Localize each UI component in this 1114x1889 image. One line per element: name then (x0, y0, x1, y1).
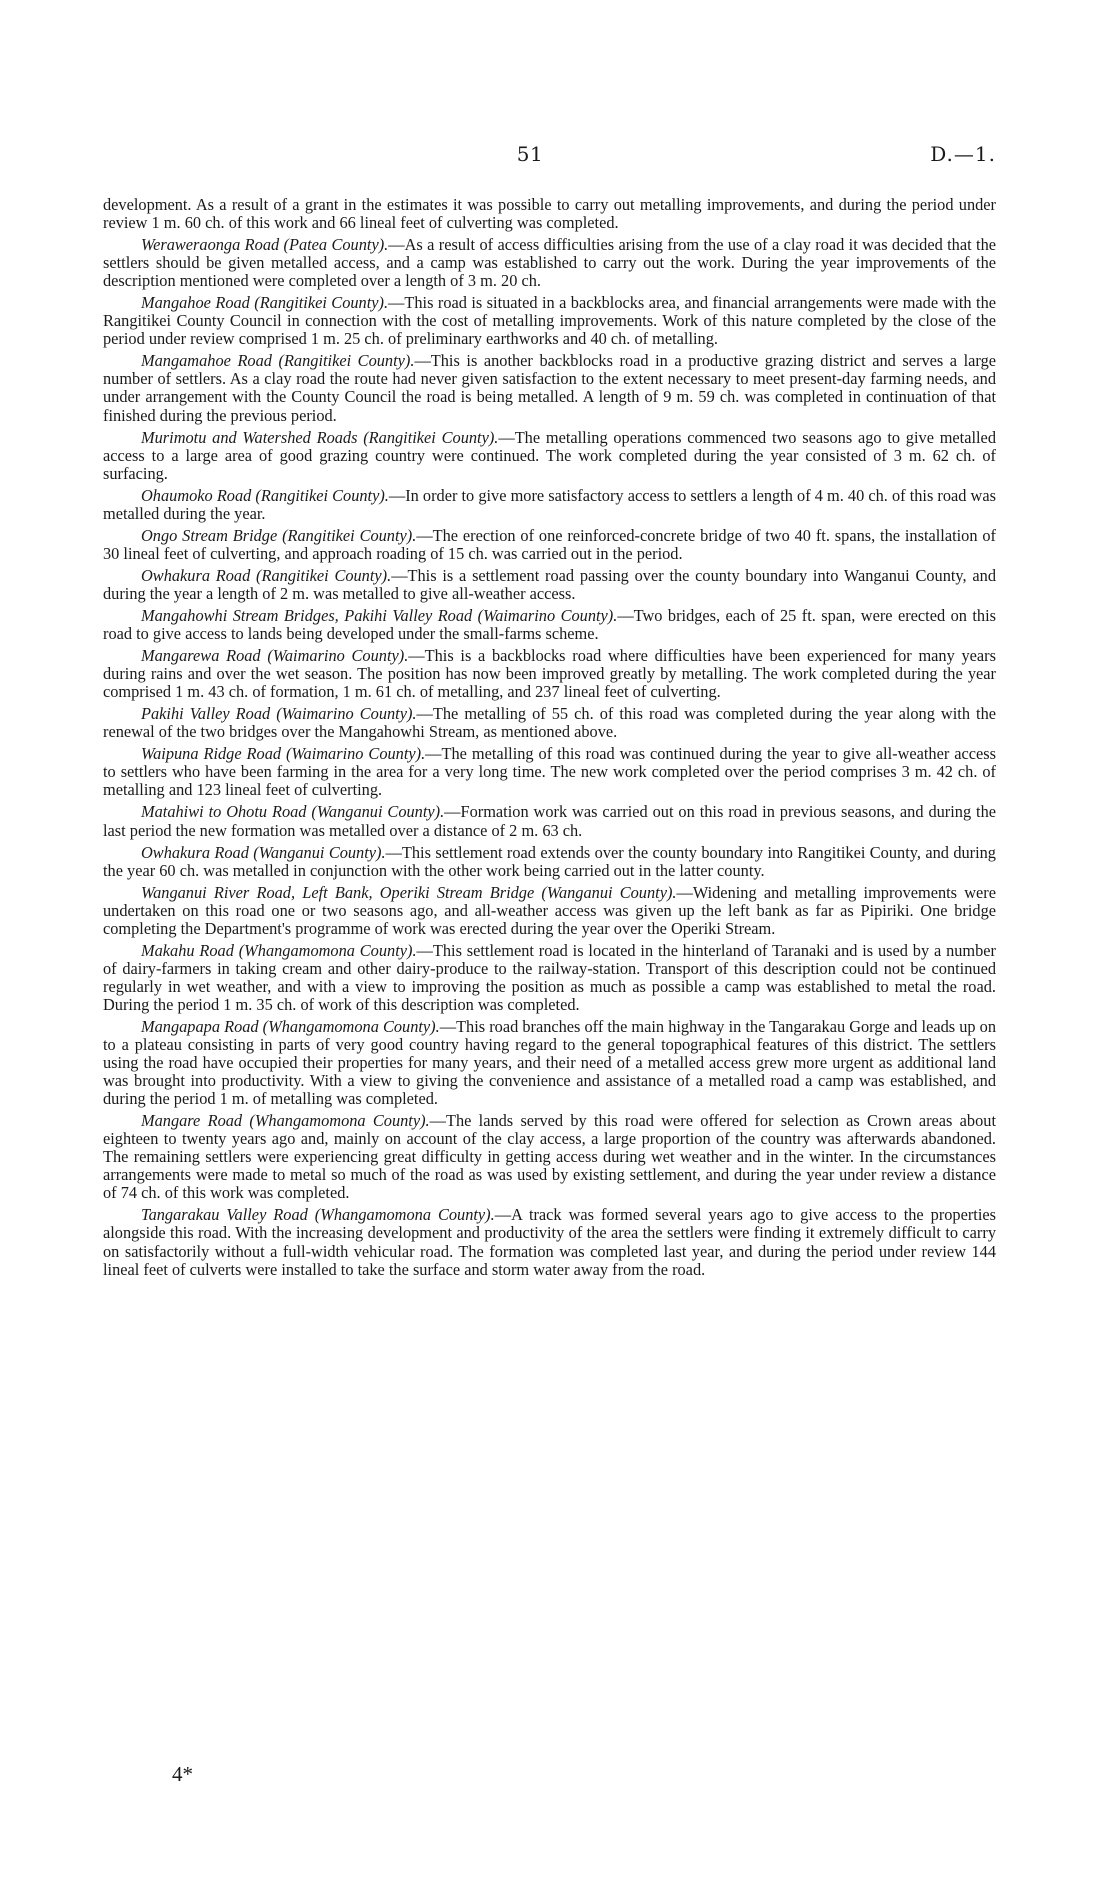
paragraph-heading: Tangarakau Valley Road (Whangamomona County). (141, 1205, 495, 1225)
paragraph (103, 196, 996, 232)
paragraph (103, 527, 996, 563)
paragraph (103, 236, 996, 290)
paragraph (103, 803, 996, 839)
paragraph (103, 844, 996, 880)
paragraph-text: —Widening and metalling improvements were undertaken on this road one or two seasons ago, and all-weather access was given up the left bank as far as Pipiriki. One bridge completing the Department's programme of work was erected during the year over the Operiki Stream. (103, 882, 996, 938)
paragraph-heading: Mangamahoe Road (Rangitikei County). (141, 351, 415, 371)
paragraph-heading: Owhakura Road (Wanganui County). (141, 842, 386, 862)
paragraph-heading: Mangahoe Road (Rangitikei County). (141, 293, 389, 313)
paragraph-heading: Mangarewa Road (Waimarino County). (141, 646, 409, 666)
paragraph (103, 1018, 996, 1108)
paragraph-text: —Two bridges, each of 25 ft. span, were erected on this road to give access to lands being developed under the small-farms scheme. (103, 605, 996, 644)
paragraph-text: —The erection of one reinforced-concrete bridge of two 40 ft. spans, the installation of 30 lineal feet of culverting, and approach roading of 15 ch. was carried out in the period. (103, 525, 996, 563)
paragraph-heading: Weraweraonga Road (Patea County). (141, 235, 389, 255)
body-text (103, 196, 996, 1283)
paragraph-text: —This road is situated in a backblocks area, and financial arrangements were made with the Rangitikei County Council in connection with the cost of metalling improvements. Work of this nature completed by the close of the period under review comprised 1 m. 25 ch. of preliminary earthworks and 40 ch. of metalling. (103, 293, 996, 349)
paragraph-text: —This road branches off the main highway in the Tangarakau Gorge and leads up on to a plateau consisting in parts of very good country having regard to the general topographical features of this district. The settlers using the road have occupied their properties for many years, and their need of a metalled access grew more urgent as additional land was brought into productivity. With a view to giving the convenience and assistance of a metalled road a camp was established, and during the period 1 m. of metalling was completed. (103, 1016, 996, 1109)
paragraph-heading: Waipuna Ridge Road (Waimarino County). (141, 744, 426, 764)
paragraph-text: —The lands served by this road were offered for selection as Crown areas about eighteen to twenty years ago and, mainly on account of the clay access, a large proportion of the country was afterwards abandoned. The remaining settlers were experiencing great difficulty in getting access during wet weather and in the winter. In the circumstances arrangements were made to metal so much of the road as was used by existing settlement, and during the year under review a distance of 74 ch. of this work was completed. (103, 1111, 996, 1203)
paragraph (103, 884, 996, 938)
paragraph (103, 745, 996, 799)
paragraph (103, 705, 996, 741)
paragraph-text: —This settlement road extends over the county boundary into Rangitikei County, and during the year 60 ch. was metalled in conjunction with the other work being carried out in the latter county. (103, 842, 996, 880)
paragraph-text: —This is another backblocks road in a productive grazing district and serves a large number of settlers. As a clay road the route had never given satisfaction to the extent necessary to meet present-day farming needs, and under arrangement with the County Council the road is being metalled. A length of 9 m. 59 ch. was completed in continuation of that finished during the previous period. (103, 351, 996, 425)
paragraph-heading: Owhakura Road (Rangitikei County). (141, 565, 392, 585)
paragraph-text: —This settlement road is located in the hinterland of Taranaki and is used by a number of dairy-farmers in taking cream and other dairy-produce to the railway-station. Transport of this description could not be continued regularly in wet weather, and with a view to improving the position as much as possible a camp was established to metal the road. During the period 1 m. 35 ch. of work of this description was completed. (103, 940, 996, 1014)
paragraph (103, 487, 996, 523)
paragraph-heading: Murimotu and Watershed Roads (Rangitikei County). (141, 427, 499, 447)
paragraph-heading: Mangare Road (Whangamomona County). (141, 1111, 430, 1131)
paragraph-heading: Mangahowhi Stream Bridges, Pakihi Valley Road (Waimarino County). (141, 605, 618, 625)
paragraph-heading: Makahu Road (Whangamomona County). (141, 940, 417, 960)
paragraph-text: —In order to give more satisfactory access to settlers a length of 4 m. 40 ch. of this road was metalled during the year. (103, 485, 996, 523)
paragraph-heading: Matahiwi to Ohotu Road (Wanganui County). (141, 802, 445, 822)
paragraph-heading: Mangapapa Road (Whangamomona County). (141, 1016, 440, 1036)
paragraph-text: —The metalling of 55 ch. of this road was completed during the year along with the renewal of the two bridges over the Mangahowhi Stream, as mentioned above. (103, 704, 997, 742)
paragraph (103, 1112, 996, 1202)
paragraph-text: —This is a backblocks road where difficulties have been experienced for many years during rains and over the wet season. The position has now been improved greatly by metalling. The work completed during the year comprised 1 m. 43 ch. of formation, 1 m. 61 ch. of metalling, and 237 lineal feet of culverting. (103, 646, 996, 702)
paragraph-text: —Formation work was carried out on this road in previous seasons, and during the last period the new formation was metalled over a distance of 2 m. 63 ch. (103, 802, 996, 840)
paragraph (103, 1206, 996, 1278)
paragraph-heading: Wanganui River Road, Left Bank, Operiki Stream Bridge (Wanganui County). (141, 882, 677, 902)
paragraph-text: —The metalling of this road was continued during the year to give all-weather access to settlers who have been farming in the area for a very long time. The new work completed over the period comprises 3 m. 42 ch. of metalling and 123 lineal feet of culverting. (103, 744, 996, 800)
page-number: 51 (516, 142, 544, 166)
paragraph-heading: Pakihi Valley Road (Waimarino County). (141, 704, 417, 724)
paragraph (103, 294, 996, 348)
paragraph-heading: Ohaumoko Road (Rangitikei County). (141, 485, 389, 505)
paragraph-text: —This is a settlement road passing over the county boundary into Wanganui County, and during the year a length of 2 m. was metalled to give all-weather access. (103, 565, 996, 603)
paragraph (103, 607, 996, 643)
paragraph-text: —As a result of access difficulties arising from the use of a clay road it was decided that the settlers should be given metalled access, and a camp was established to carry out the work. During the year improvements of the description mentioned were completed over a length of 3 m. 20 ch. (103, 235, 996, 291)
paragraph-text: —A track was formed several years ago to give access to the properties alongside this road. With the increasing development and productivity of the area the settlers were finding it extremely difficult to carry on satisfactorily without a full-width vehicular road. The formation was completed last year, and during the period under review 144 lineal feet of culverts were installed to take the surface and storm water away from the road. (103, 1205, 996, 1279)
paragraph (103, 647, 996, 701)
document-reference: D.—1. (930, 142, 996, 166)
paragraph-text: —The metalling operations commenced two seasons ago to give metalled access to a large area of good grazing country were continued. The work completed during the year consisted of 3 m. 62 ch. of surfacing. (103, 427, 996, 483)
paragraph (103, 942, 996, 1014)
paragraph-text: development. As a result of a grant in the estimates it was possible to carry out metalling improvements, and during the period under review 1 m. 60 ch. of this work and 66 lineal feet of culverting was completed. (103, 195, 996, 233)
paragraph (103, 567, 996, 603)
printer-signature-mark: 4* (172, 1762, 193, 1786)
paragraph (103, 352, 996, 424)
paragraph-heading: Ongo Stream Bridge (Rangitikei County). (141, 525, 417, 545)
paragraph (103, 429, 996, 483)
